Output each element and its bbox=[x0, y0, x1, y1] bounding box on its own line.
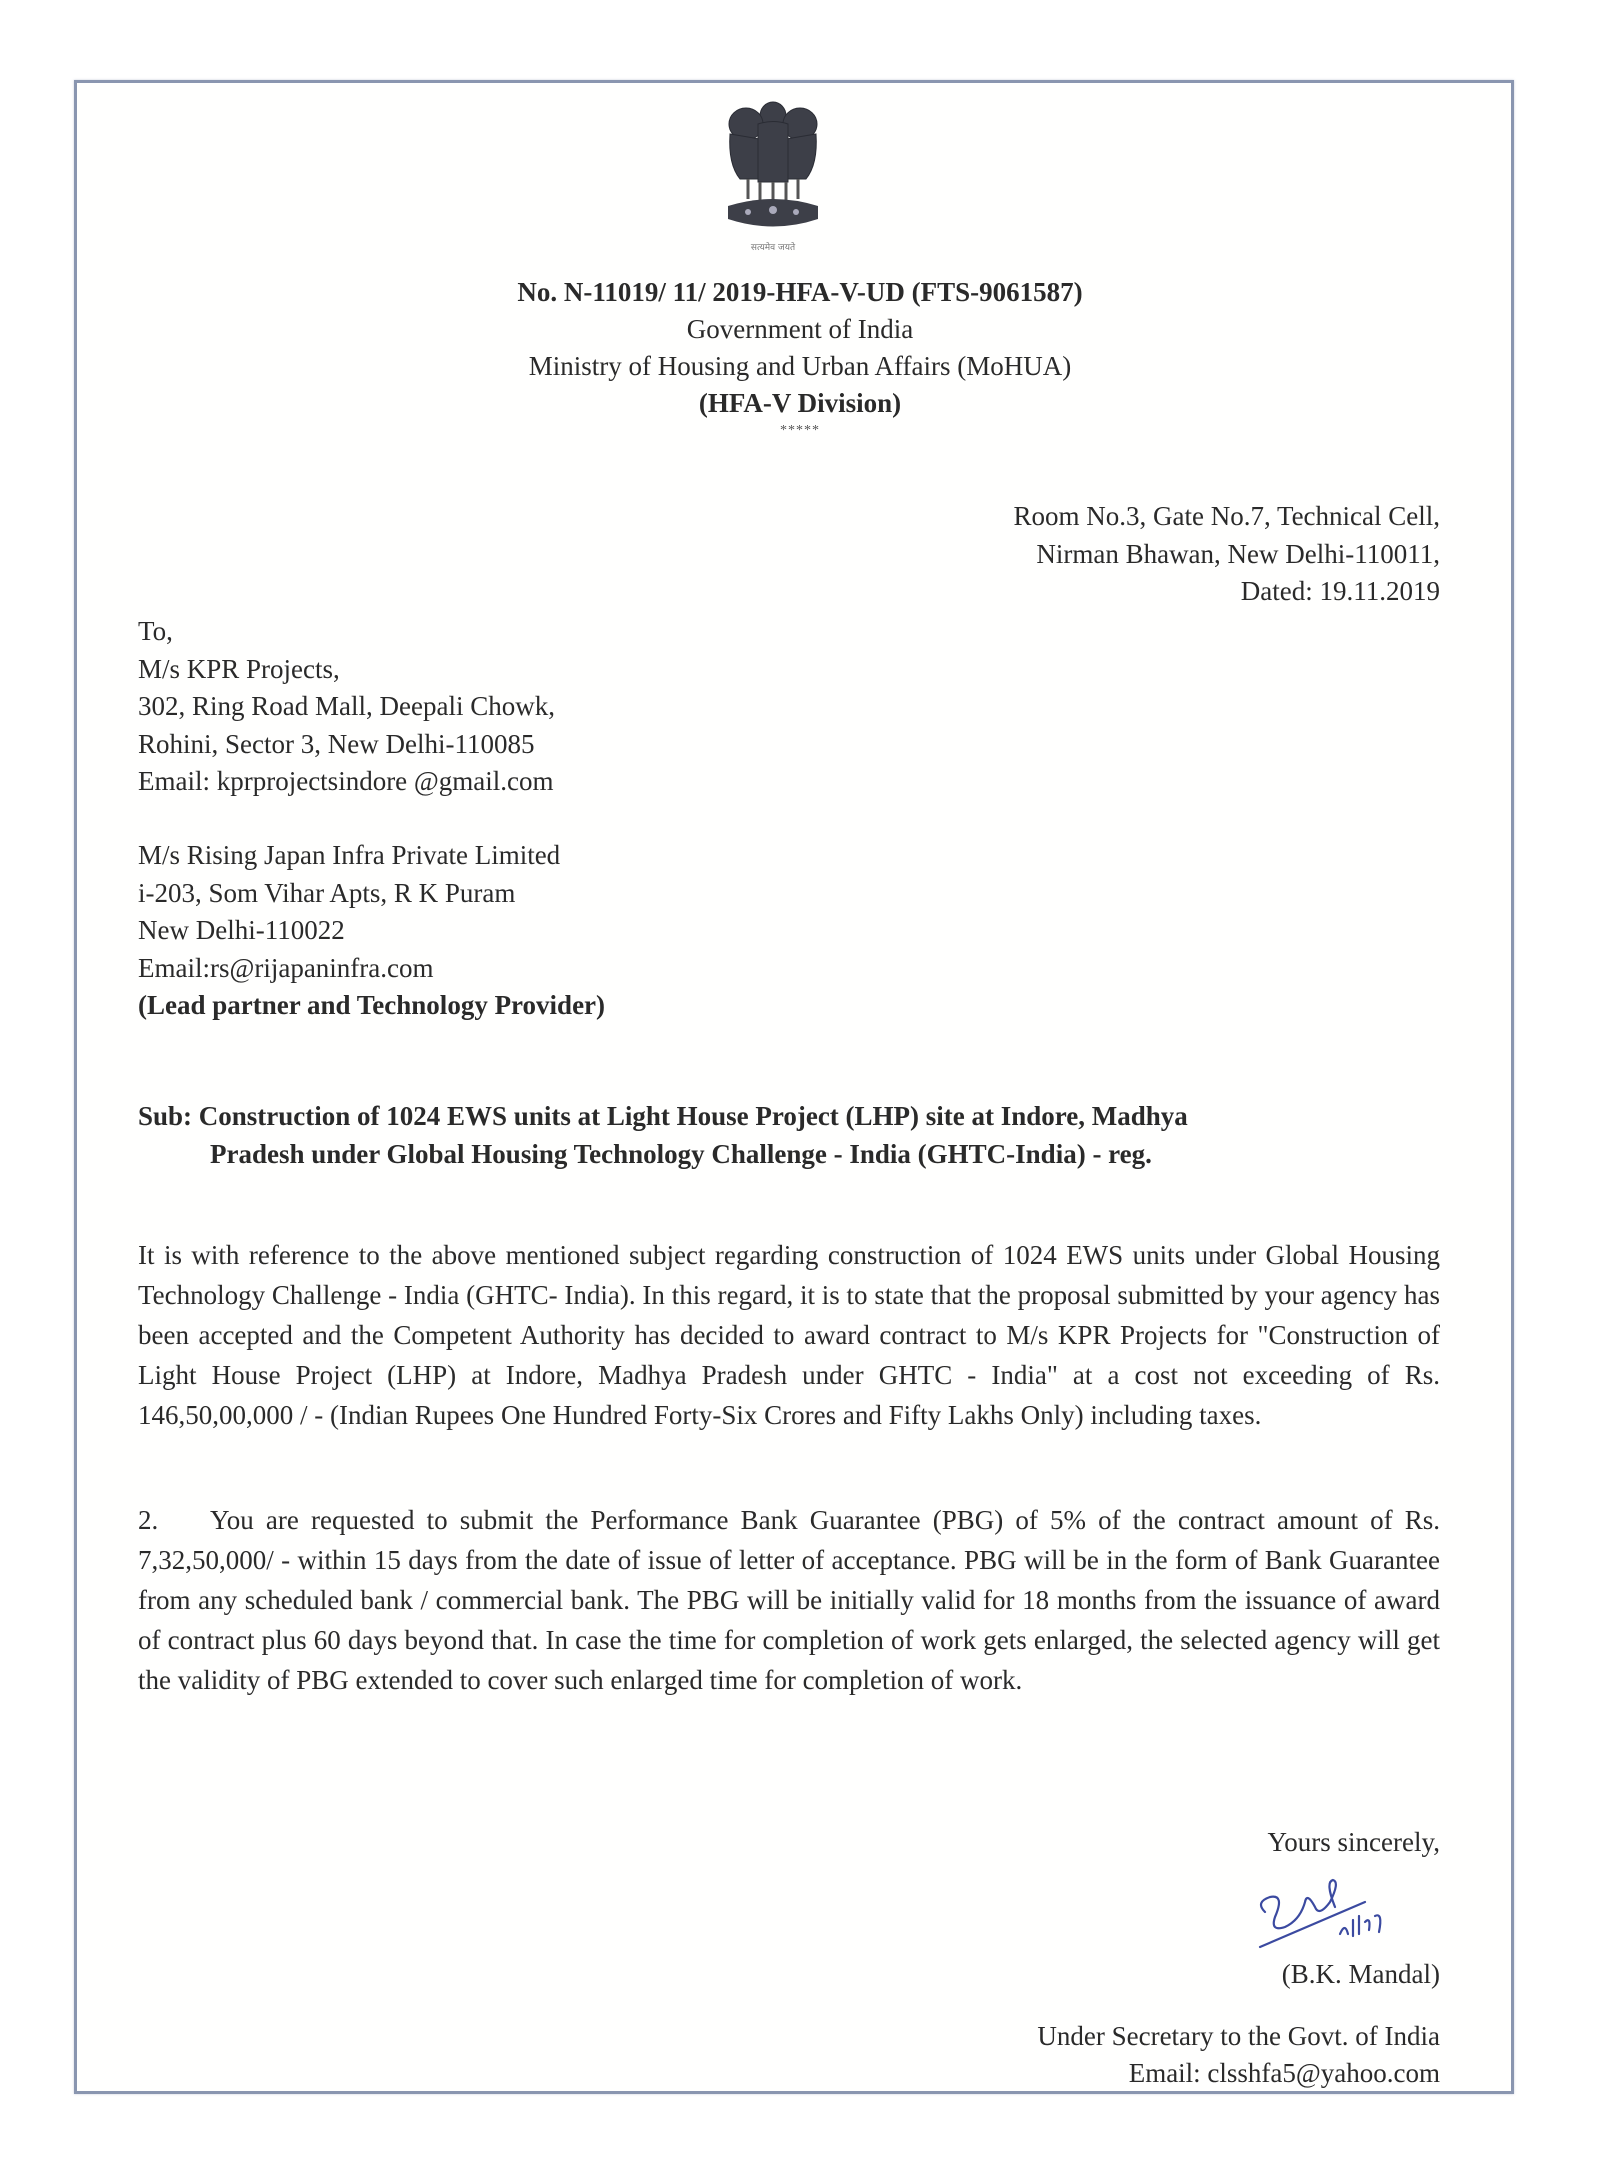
body-paragraph-2 bbox=[138, 1500, 1440, 1700]
office-address-line2: Nirman Bhawan, New Delhi-110011, bbox=[1036, 538, 1440, 569]
addressee-email[interactable]: Email: kprprojectsindore @gmail.com bbox=[138, 766, 554, 796]
office-address bbox=[1013, 498, 1440, 611]
addressee-address-line1: i-203, Som Vihar Apts, R K Puram bbox=[138, 877, 516, 908]
body-paragraph-1: It is with reference to the above mentioned subject regarding construction of 1024 EWS units under Global Housing Technology Challenge - India (GHTC- India). In this regard, it is to state that the proposal submitted by your agency has been accepted and the Competent Authority has decided to award contract to M/s KPR Projects for "Construction of Light House Project (LHP) at Indore, Madhya Pradesh under GHTC - India" at a cost not exceeding of Rs. 146,50,00,000 / - (Indian Rupees One Hundred Forty-Six Crores and Fifty Lakhs Only) including taxes. bbox=[138, 1240, 1440, 1430]
signatory-designation: Under Secretary to the Govt. of India bbox=[1037, 2021, 1440, 2051]
primary-addressee bbox=[138, 613, 555, 801]
handwritten-signature-icon bbox=[1245, 1872, 1425, 1962]
letter-header bbox=[0, 274, 1600, 440]
signatory-email[interactable]: Email: clsshfa5@yahoo.com bbox=[1128, 2058, 1440, 2088]
division-name: (HFA-V Division) bbox=[698, 388, 902, 418]
addressee-name: M/s KPR Projects, bbox=[138, 653, 340, 684]
paragraph-2-text: You are requested to submit the Performance Bank Guarantee (PBG) of 5% of the contract amount of Rs. 7,32,50,000/ - within 15 days from the date of issue of letter of acceptance. PBG will be in the form of Bank Guarantee from any scheduled bank / commercial bank. The PBG will be initially valid for 18 months from the issuance of award of contract plus 60 days beyond that. In case the time for completion of work gets enlarged, the selected agency will get the validity of PBG extended to cover such enlarged time for completion of work. bbox=[138, 1505, 1440, 1695]
signatory-name: (B.K. Mandal) bbox=[1281, 1959, 1440, 1989]
government-name: Government of India bbox=[686, 314, 914, 344]
valediction: Yours sincerely, bbox=[1267, 1827, 1440, 1857]
addressee-name: M/s Rising Japan Infra Private Limited bbox=[138, 840, 561, 870]
letter-date: Dated: 19.11.2019 bbox=[1240, 576, 1440, 606]
secondary-addressee bbox=[138, 837, 605, 1025]
addressee-role: (Lead partner and Technology Provider) bbox=[138, 990, 606, 1020]
addressee-address-line2: Rohini, Sector 3, New Delhi-110085 bbox=[138, 728, 535, 759]
subject-line1: Sub: Construction of 1024 EWS units at Light House Project (LHP) site at Indore, Madhya bbox=[138, 1101, 1188, 1131]
emblem-motto: सत्यमेव जयते bbox=[750, 243, 796, 253]
addressee-email[interactable]: Email:rs@rijapaninfra.com bbox=[138, 952, 434, 983]
subject-line bbox=[138, 1098, 1440, 1173]
paragraph-number: 2. bbox=[138, 1505, 159, 1535]
addressee-address-line1: 302, Ring Road Mall, Deepali Chowk, bbox=[138, 691, 555, 721]
reference-number: No. N-11019/ 11/ 2019-HFA-V-UD (FTS-9061587) bbox=[517, 277, 1083, 307]
national-emblem-icon bbox=[718, 94, 828, 239]
addressee-address-line2: New Delhi-110022 bbox=[138, 915, 345, 945]
header-separator: ***** bbox=[780, 423, 820, 438]
ministry-name: Ministry of Housing and Urban Affairs (MoHUA) bbox=[528, 351, 1072, 381]
salutation: To, bbox=[138, 616, 173, 646]
office-address-line1: Room No.3, Gate No.7, Technical Cell, bbox=[1013, 501, 1440, 531]
subject-line2: Pradesh under Global Housing Technology Challenge - India (GHTC-India) - reg. bbox=[210, 1138, 1152, 1169]
